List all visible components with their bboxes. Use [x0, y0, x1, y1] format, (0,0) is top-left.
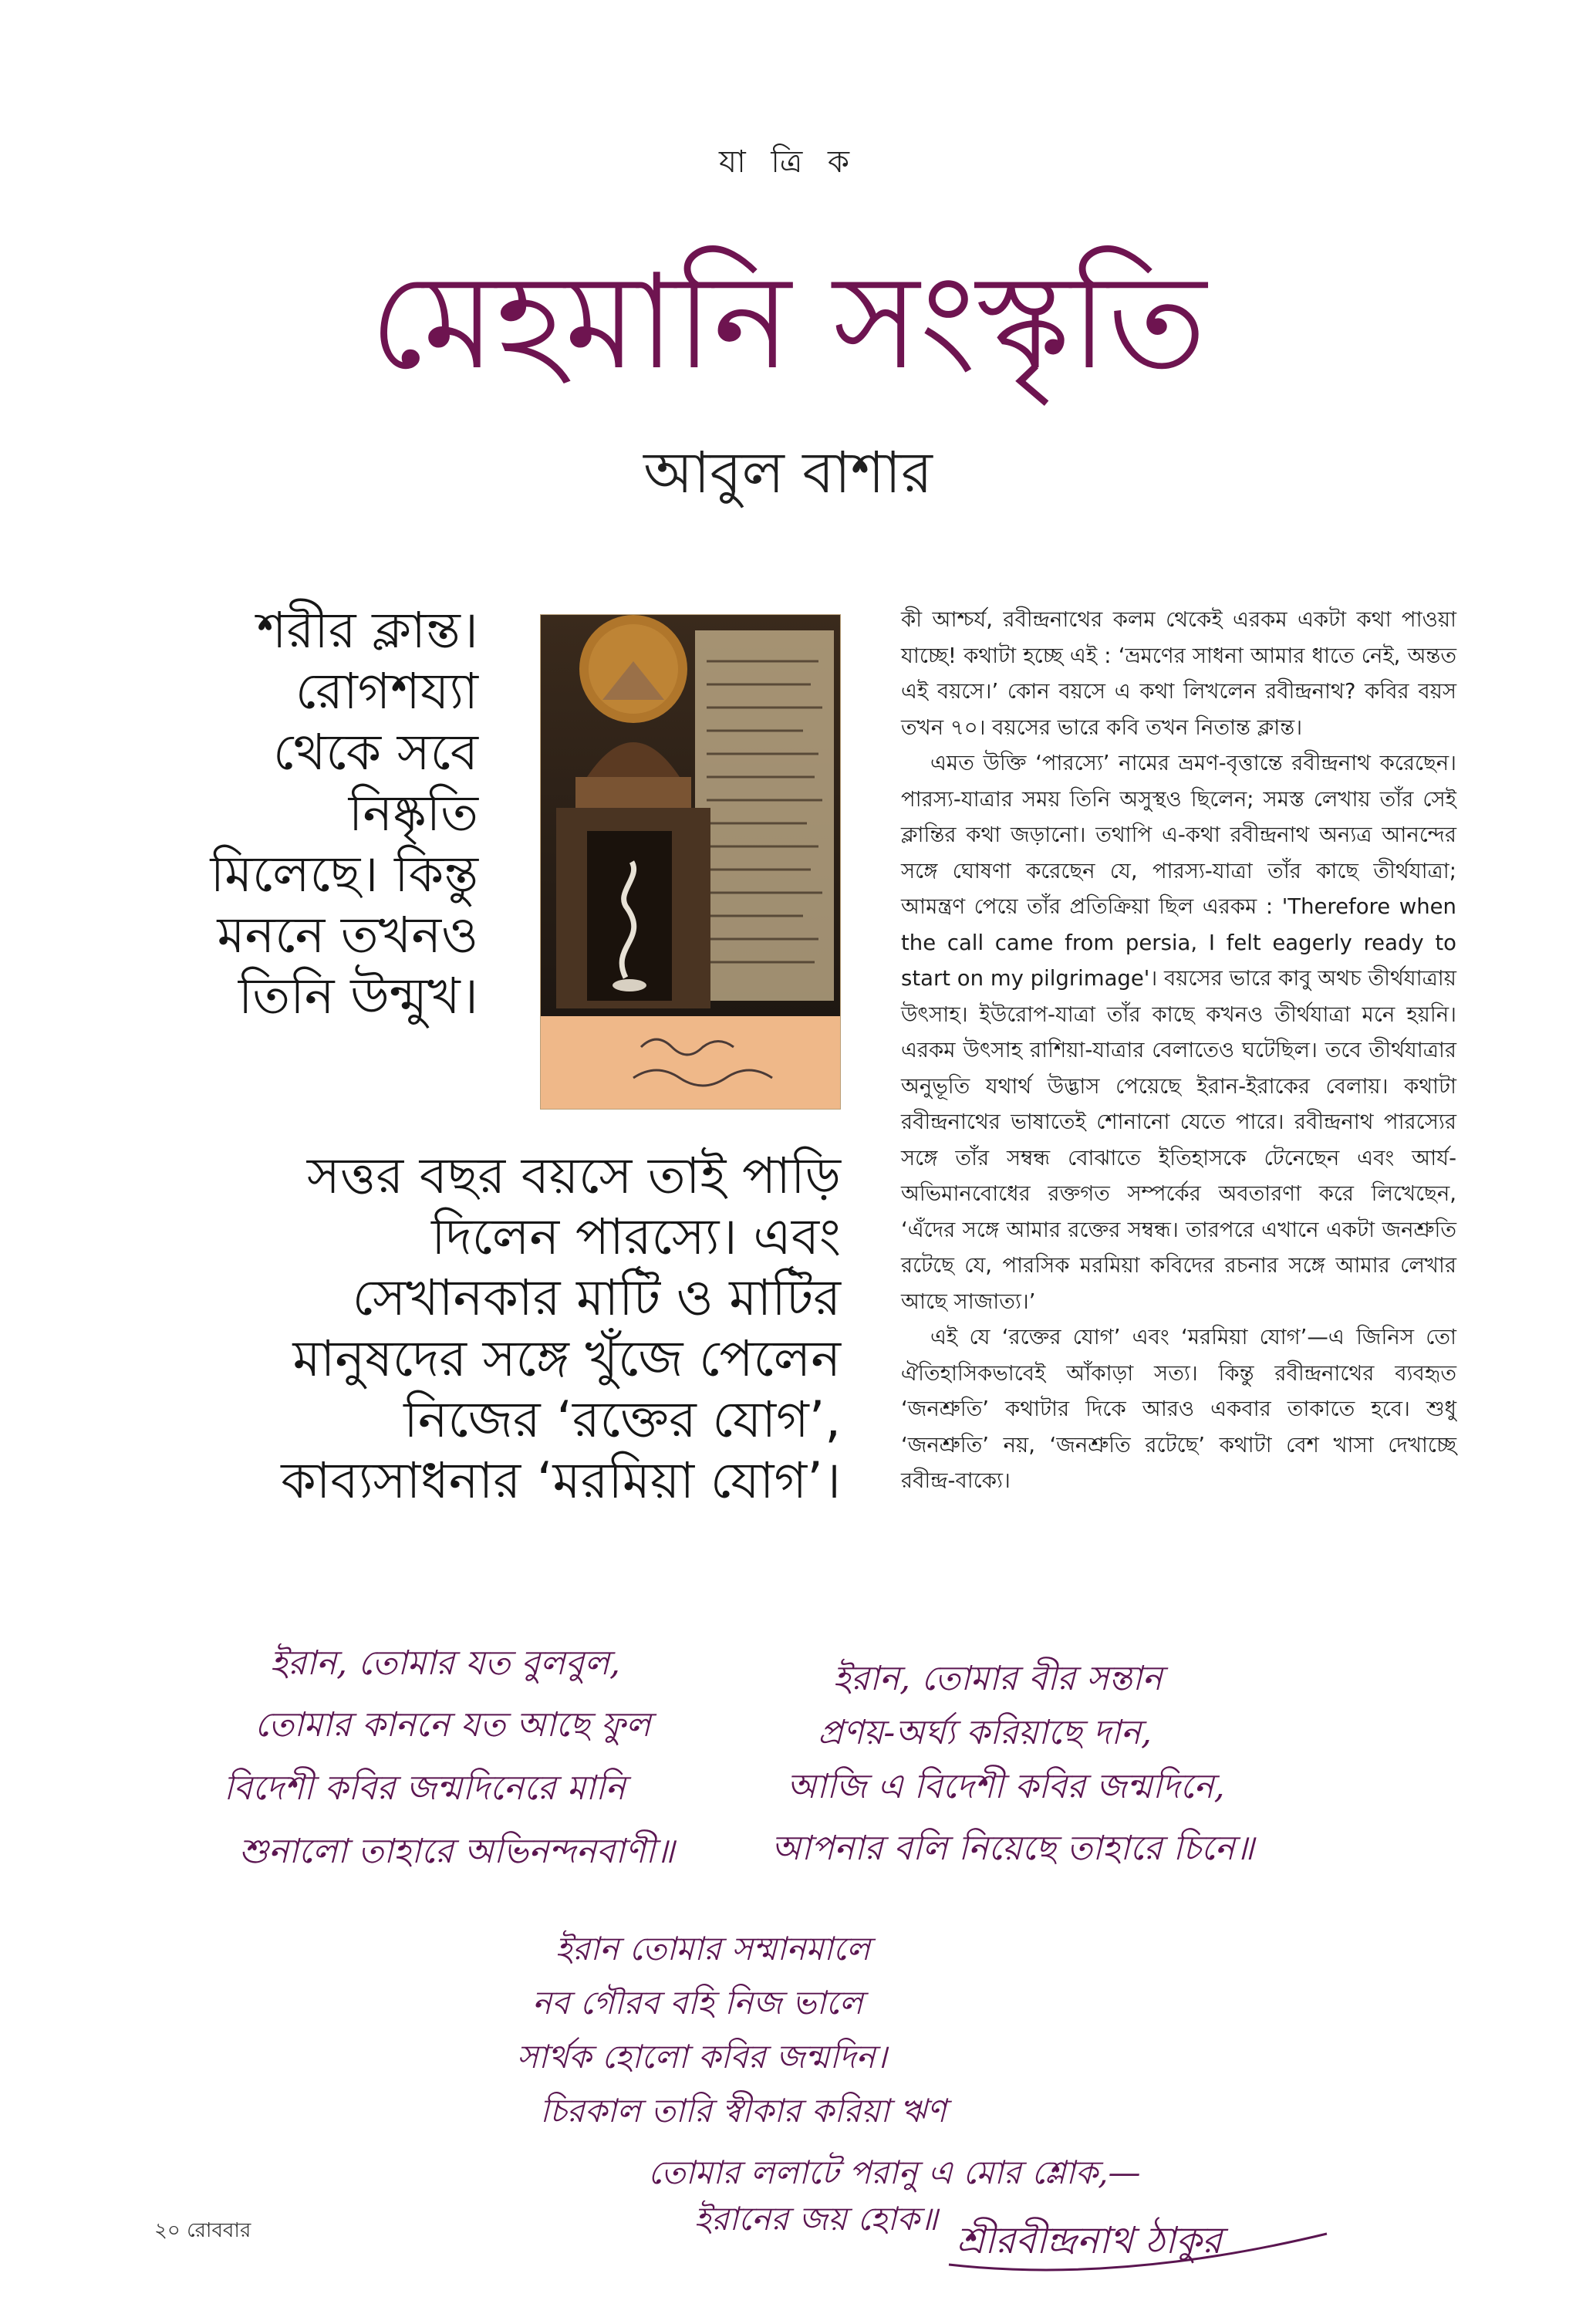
manuscript-line: নব গৌরব বহি নিজ ভালে	[532, 1984, 863, 2022]
handwritten-poem-manuscript	[154, 1620, 1419, 2284]
article-body	[901, 602, 1456, 1499]
manuscript-line: সার্থক হোলো কবির জন্মদিন।	[517, 2038, 887, 2076]
pull-quote-line: মননে তখনও	[217, 907, 478, 964]
manuscript-line: তোমার ললাটে পরানু এ মোর শ্লোক,—	[648, 2153, 1141, 2191]
pull-quote-lower	[185, 1146, 841, 1512]
pull-quote-line: সত্তর বছর বয়সে তাই পাড়ি	[306, 1147, 841, 1205]
section-kicker: যা ত্রি ক	[719, 144, 857, 180]
pull-quote-line: মিলেছে। কিন্তু	[210, 846, 478, 904]
manuscript-line: বিদেশী কবির জন্মদিনেরে মানি	[224, 1768, 626, 1808]
pull-quote-line: রোগশয্যা	[295, 663, 478, 721]
tagore-painting-image	[540, 614, 841, 1110]
manuscript-line: প্রণয়-অর্ঘ্য করিয়াছে দান,	[818, 1713, 1152, 1752]
tagore-signature: শ্রীরবীন্দ্রনাথ ঠাকুর	[957, 2219, 1223, 2262]
manuscript-line: ইরান, তোমার যত বুলবুল,	[270, 1643, 620, 1683]
pull-quote-line: নিজের ‘রক্তের যোগ’,	[403, 1391, 841, 1449]
author-byline: আবুল বাশার	[643, 440, 933, 506]
article-title: মেহমানি সংস্কৃতি	[370, 246, 1206, 399]
manuscript-line: শুনালো তাহারে অভিনন্দনবাণী॥	[239, 1832, 675, 1871]
pull-quote-line: সেখানকার মাটি ও মাটির	[352, 1269, 841, 1327]
manuscript-line: ইরানের জয় হোক॥	[694, 2200, 938, 2238]
pull-quote-line: শরীর ক্লান্ত।	[256, 602, 478, 660]
manuscript-line: চিরকাল তারি স্বীকার করিয়া ঋণ	[540, 2092, 947, 2130]
body-paragraph: এই যে ‘রক্তের যোগ’ এবং ‘মরমিয়া যোগ’—এ জিনিস তো ঐতিহাসিকভাবেই আঁকাড়া সত্য। কিন্তু রবীন্দ্রনাথের ব্যবহৃত ‘জনশ্রুতি’ কথাটার দিকে আরও একবার তাকাতে হবে। শুধু ‘জনশ্রুতি’ নয়, ‘জনশ্রুতি রটেছে’ কথাটা বেশ খাসা দেখাচ্ছে রবীন্দ্র-বাক্যে।	[901, 1325, 1456, 1493]
manuscript-line: আজি এ বিদেশী কবির জন্মদিনে,	[787, 1767, 1225, 1806]
manuscript-line: আপনার বলি নিয়েছে তাহারে চিনে॥	[771, 1829, 1254, 1868]
page-folio: ২০ রোববার	[154, 2219, 251, 2242]
manuscript-line: তোমার কাননে যত আছে ফুল	[255, 1705, 651, 1745]
pull-quote-line: তিনি উন্মুখ।	[238, 968, 478, 1025]
pull-quote-line: থেকে সবে	[273, 724, 478, 782]
pull-quote-line: মানুষদের সঙ্গে খুঁজে পেলেন	[292, 1330, 841, 1388]
pull-quote-line: কাব্যসাধনার ‘মরমিয়া যোগ’।	[281, 1452, 841, 1510]
pull-quote-line: নিষ্কৃতি	[348, 785, 478, 843]
pull-quote-upper	[139, 600, 478, 1027]
body-paragraph: কী আশ্চর্য, রবীন্দ্রনাথের কলম থেকেই এরকম একটা কথা পাওয়া যাচ্ছে! কথাটা হচ্ছে এই : ‘ভ্রমণের সাধনা আমার ধাতে নেই, অন্তত এই বয়সে।’ কোন বয়সে এ কথা লিখলেন রবীন্দ্রনাথ? কবির বয়স তখন ৭০। বয়সের ভারে কবি তখন নিতান্ত ক্লান্ত।	[901, 607, 1456, 740]
body-paragraph: এমত উক্তি ‘পারস্যে’ নামের ভ্রমণ-বৃত্তান্তে রবীন্দ্রনাথ করেছেন। পারস্য-যাত্রার সময় তিনি অসুস্থও ছিলেন; সমস্ত লেখায় তাঁর সেই ক্লান্তির কথা জড়ানো। তথাপি এ-কথা রবীন্দ্রনাথ অন্যত্র আনন্দের সঙ্গে ঘোষণা করেছেন যে, পারস্য-যাত্রা তাঁর কাছে তীর্থযাত্রা; আমন্ত্রণ পেয়ে তাঁর প্রতিক্রিয়া ছিল এরকম : 'Therefore when the call came from persia, I felt eagerly ready to start on my pilgrimage'। বয়সের ভারে কাবু অথচ তীর্থযাত্রায় উৎসাহ। ইউরোপ-যাত্রা তাঁর কাছে কখনও তীর্থযাত্রা মনে হয়নি। এরকম উৎসাহ রাশিয়া-যাত্রার বেলাতেও ঘটেছিল। তবে তীর্থযাত্রার অনুভূতি যথার্থ উদ্ভাস পেয়েছে ইরান-ইরাকের বেলায়। কথাটা রবীন্দ্রনাথের ভাষাতেই শোনানো যেতে পারে। রবীন্দ্রনাথ পারস্যের সঙ্গে তাঁর সম্বন্ধ বোঝাতে ইতিহাসকে টেনেছেন এবং আর্য-অভিমানবোধের রক্তগত সম্পর্কের অবতারণা করে লিখেছেন, ‘এঁদের সঙ্গে আমার রক্তের সম্বন্ধ। তারপরে এখানে একটা জনশ্রুতি রটেছে যে, পারসিক মরমিয়া কবিদের রচনার সঙ্গে আমার লেখার আছে সাজাত্য।’	[901, 751, 1456, 1314]
manuscript-line: ইরান তোমার সম্মানমালে	[555, 1930, 871, 1968]
manuscript-line: ইরান, তোমার বীর সন্তান	[833, 1659, 1163, 1698]
pull-quote-line: দিলেন পারস্যে। এবং	[431, 1208, 841, 1266]
